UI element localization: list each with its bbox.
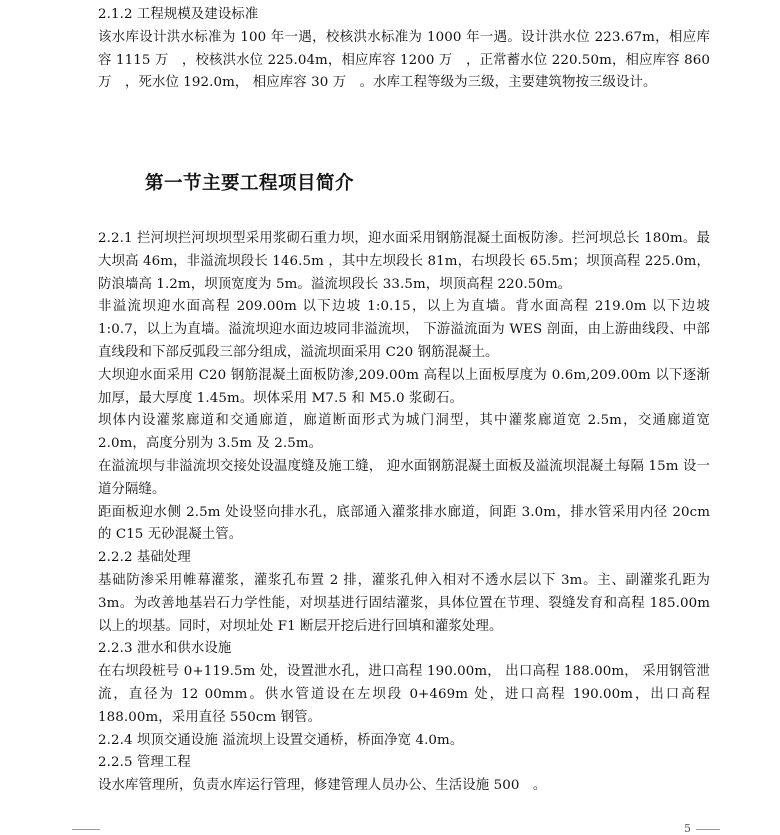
paragraph-non-overflow-dam: 非溢流坝迎水面高程 209.00m 以下边坡 1:0.15，以上为直墙。背水面高程 219.0m 以下边坡 1:0.7，以上为直墙。溢流坝迎水面边坡同非溢流坝， 下游溢流面为 WES 剖面，由上游曲线段、中部直线段和下部反弧段三部分组成，溢流坝面采用 C20 钢筋混凝土。 xyxy=(98,299,710,360)
page-number: 5 xyxy=(684,822,691,835)
paragraph-2-2-4-traffic: 2.2.4 坝顶交通设施 溢流坝上设置交通桥，桥面净宽 4.0m。 xyxy=(98,732,464,748)
footer-rule-right xyxy=(696,829,720,830)
paragraph-foundation: 基础防渗采用帷幕灌浆，灌浆孔布置 2 排，灌浆孔伸入相对不透水层以下 3m。主、副灌浆孔距为 3m。为改善地基岩石力学性能，对坝基进行固结灌浆，具体位置在节理、裂缝发育和高程 185.00m 以上的坝基。同时，对坝址处 F1 断层开挖后进行回填和灌浆处理。 xyxy=(98,572,710,634)
paragraph-management: 设水库管理所，负责水库运行管理，修建管理人员办公、生活设施 500 。 xyxy=(98,778,547,794)
paragraph-joints: 在溢流坝与非溢流坝交接处设温度缝及施工缝， 迎水面钢筋混凝土面板及溢流坝混凝土每隔 15m 设一道分隔缝。 xyxy=(98,458,710,497)
paragraph-drainage: 距面板迎水侧 2.5m 处设竖向排水孔，底部通入灌浆排水廊道，间距 3.0m，排水管采用内径 20cm 的 C15 无砂混凝土管。 xyxy=(98,504,710,543)
section-2-2-body xyxy=(98,228,710,798)
heading-2-2-3: 2.2.3 泄水和供水设施 xyxy=(98,641,232,657)
paragraph-upstream-facing: 大坝迎水面采用 C20 钢筋混凝土面板防渗,209.00m 高程以上面板厚度为 0.6m,209.00m 以下逐渐加厚，最大厚度 1.45m。坝体采用 M7.5 和 M5.0 浆砌石。 xyxy=(98,367,710,406)
paragraph-outlet-supply: 在右坝段桩号 0+119.5m 处，设置泄水孔，进口高程 190.00m， 出口高程 188.00m， 采用钢管泄流，直径为 12 00mm。供水管道设在左坝段 0+469m 处，进口高程 190.00m，出口高程 188.00m，采用直径 550cm 钢管。 xyxy=(98,664,710,725)
paragraph-galleries: 坝体内设灌浆廊道和交通廊道，廊道断面形式为城门洞型，其中灌浆廊道宽 2.5m，交通廊道宽 2.0m，高度分别为 3.5m 及 2.5m。 xyxy=(98,413,710,452)
paragraph-2-2-1-dam: 2.2.1 拦河坝拦河坝坝型采用浆砌石重力坝，迎水面采用钢筋混凝土面板防渗。拦河坝总长 180m。最大坝高 46m，非溢流坝段长 146.5m ，其中左坝段长 81m，右坝段长 65.5m；坝顶高程 225.0m，防浪墙高 1.2m，坝顶宽度为 5m。溢流坝段长 33.5m，坝顶高程 220.50m。 xyxy=(98,231,710,292)
footer-rule-left xyxy=(72,829,100,830)
section-2-1-2-heading: 2.1.2 工程规模及建设标准 xyxy=(98,7,259,22)
section-2-1-2-text: 该水库设计洪水标准为 100 年一遇，校核洪水标准为 1000 年一遇。设计洪水位 223.67m，相应库容 1115 万 ，校核洪水位 225.04m，相应库容 1200 万 ，正常蓄水位 220.50m，相应库容 860 万 ，死水位 192.0m， 相应库容 30 万 。水库工程等级为三级，主要建筑物按三级设计。 xyxy=(98,29,710,91)
section-2-1-2 xyxy=(98,4,710,95)
heading-2-2-5: 2.2.5 管理工程 xyxy=(98,755,191,771)
chapter-heading: 第一节主要工程项目简介 xyxy=(145,173,355,194)
heading-2-2-2: 2.2.2 基础处理 xyxy=(98,550,191,566)
